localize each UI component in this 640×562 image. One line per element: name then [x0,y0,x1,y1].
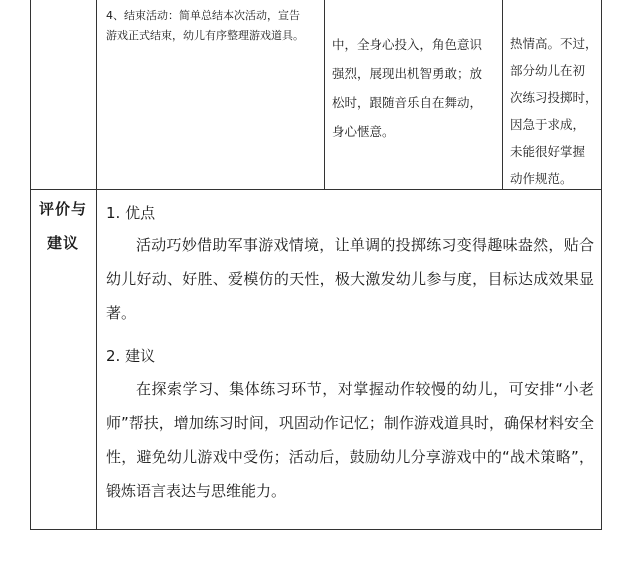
note-line: 未能很好掌握 [510,144,586,159]
note-line: 热情高。不过， [510,36,598,51]
evaluation-label-line: 建议 [46,234,79,252]
observation-line: 松时，跟随音乐自在舞动， [332,95,483,110]
column-divider-2 [324,0,325,190]
note-line: 因急于求成， [510,117,586,132]
strengths-heading: 1. 优点 [106,204,156,222]
column-divider-3 [502,0,503,190]
suggestions-paragraph: 在探索学习、集体练习环节，对掌握动作较慢的幼儿，可安排“小老师”帮扶，增加练习时间，巩固动作记忆；制作游戏道具时，确保材料安全性，避免幼儿游戏中受伤；活动后，鼓励幼儿分享游戏中的“战术策略”，锻炼语言表达与思维能力。 [106,380,594,500]
note-line: 次练习投掷时， [510,90,598,105]
observation-line: 强烈，展现出机智勇敢；放 [332,66,483,81]
table-border-left [30,0,31,530]
note-line: 动作规范。 [510,171,573,186]
suggestions-heading: 2. 建议 [106,347,156,365]
table-border-bottom [30,529,602,530]
evaluation-label-line: 评价与 [38,200,87,218]
evaluation-label [32,198,94,254]
activity-line: 4、结束活动：简单总结本次活动，宣告 [106,9,300,22]
column-divider-1 [96,0,97,530]
activity-line: 游戏正式结束，幼儿有序整理游戏道具。 [106,29,304,42]
table-border-right [601,0,602,530]
observation-line: 中，全身心投入，角色意识 [332,37,483,52]
note-cell [510,30,600,192]
observation-cell [332,30,500,146]
strengths-paragraph: 活动巧妙借助军事游戏情境，让单调的投掷练习变得趣味盎然，贴合幼儿好动、好胜、爱模仿的天性，极大激发幼儿参与度，目标达成效果显著。 [106,236,594,322]
note-line: 部分幼儿在初 [510,63,586,78]
evaluation-table [30,0,602,530]
observation-line: 身心惬意。 [332,124,395,139]
activity-cell [106,6,322,46]
